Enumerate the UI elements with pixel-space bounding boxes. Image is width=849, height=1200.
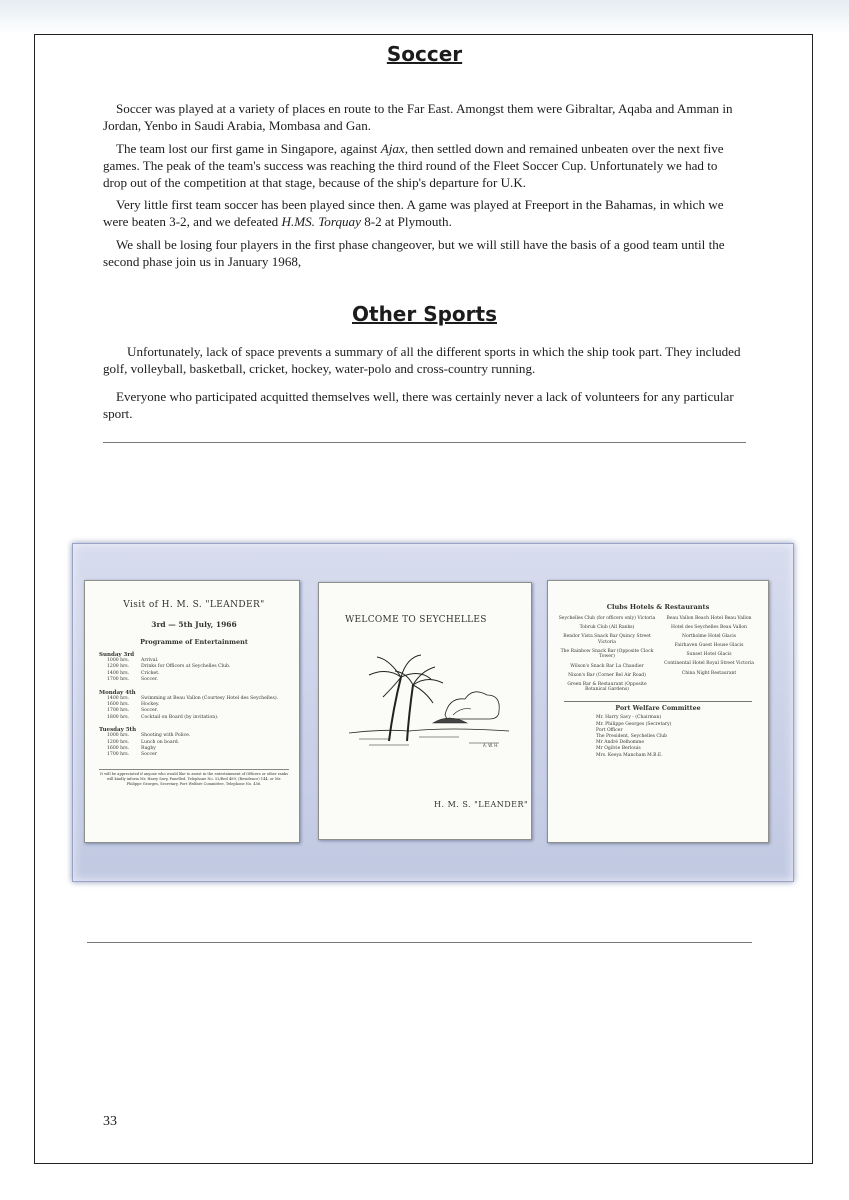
programme-event: Cocktail on Board (by invitation). (141, 714, 219, 720)
programme-time: 1600 hrs. (107, 746, 130, 752)
soccer-paragraph-1: Soccer was played at a variety of places en route to the Far East. Amongst them were Gibraltar, Aqaba and Amman in Jordan, Yenbo in Saudi Arabia, Mombasa and Gan. (103, 101, 733, 133)
other-sports-heading: Other Sports (352, 302, 497, 326)
soccer-paragraph-2-text: The team lost our first game in Singapore, against Ajax, then settled down and remained unbeaten over the next five games. The peak of the team's success was reaching the third round of the Fleet Soccer Cup. Unfortunately we had to drop out of the competition at that stage, because of the ship's departure for U.K. (103, 141, 724, 190)
programme-time: 1700 hrs. (107, 708, 130, 714)
top-gradient-band (0, 0, 849, 34)
programme-event: Arrival. (141, 658, 159, 663)
clubs-divider (564, 701, 752, 702)
programme-event: Cricket. (141, 670, 160, 676)
welcome-card (318, 582, 532, 840)
committee-member: The President, Seychelles Club (596, 734, 668, 740)
programme-day: Monday 4th (99, 689, 136, 696)
divider-bottom (87, 942, 752, 943)
programme-event: Hockey. (141, 702, 160, 708)
programme-time: 1600 hrs. (107, 702, 130, 708)
clubs-card (547, 580, 769, 843)
soccer-paragraph-4: We shall be losing four players in the first phase changeover, but we will still have the basis of a good team until the second phase join us in January 1968, (103, 237, 725, 269)
programme-row (99, 677, 289, 683)
soccer-heading: Soccer (386, 42, 463, 66)
committee-member: Mrs. Keeya Mancham M.B.E. (596, 752, 663, 758)
programme-time: 1400 hrs. (107, 695, 130, 701)
club-entry: Bendor Vista Snack Bar Quincy Street Victoria (563, 634, 651, 645)
programme-subtitle: Programme of Entertainment (140, 638, 248, 646)
programme-event: Drinks for Officers at Seychelles Club. (141, 664, 231, 670)
clubs-right-column (658, 616, 760, 696)
committee-member: Mr André Delhomme (596, 740, 644, 746)
programme-note: It will be appreciated if anyone who would like to assist in the entertainment of Officers or other ranks will kindly inform Mr. Harry Savy, Panelled, Telephone No. 52/Red 489, (Residence) 144, or Mr. Philippe Georges, Secretary, Port Welfare Committee, Telephone No. 456. (99, 769, 289, 787)
programme-event: Swimming at Beau Vallon (Courtesy Hotel des Seychelles). (141, 695, 279, 701)
programme-time: 1700 hrs. (107, 752, 130, 758)
programme-event: Soccer (141, 752, 157, 758)
programme-dates: 3rd — 5th July, 1966 (151, 620, 237, 629)
clubs-title: Clubs Hotels & Restaurants (606, 603, 710, 611)
hotel-entry: Continental Hotel Royal Street Victoria (664, 661, 754, 667)
programme-day: Tuesday 5th (99, 727, 137, 734)
clubs-grid (556, 616, 760, 696)
programme-day: Sunday 3rd (99, 652, 135, 658)
club-entry: Wilson's Snack Bar La Chaudier (570, 663, 644, 669)
clubs-left-column (556, 616, 658, 696)
hotel-entry: China Night Restaurant (681, 670, 737, 676)
hotel-entry: Hotel des Seychelles Beau Vallon (671, 625, 747, 631)
committee-member: Mr. Philippe Georges (Secretary) (596, 721, 672, 727)
hotel-entry: Northolme Hotel Glacis (682, 634, 736, 640)
hotel-entry: Fairhaven Guest House Glacis (674, 643, 744, 649)
divider-top (103, 442, 746, 443)
programme-time: 1200 hrs. (107, 664, 130, 670)
illustration-signature: A. W. H. (483, 743, 499, 748)
programme-row (99, 715, 289, 721)
page-number: 33 (103, 1114, 117, 1129)
programme-time: 1000 hrs. (107, 733, 130, 739)
committee-member: Mr Ogilvie Berlouis (596, 746, 641, 752)
other-sports-paragraph-2: Everyone who participated acquitted themselves well, there was certainly never a lack of volunteers for any particular sport. (103, 389, 734, 421)
other-sports-paragraph-1: Unfortunately, lack of space prevents a summary of all the different sports in which the ship took part. They included golf, volleyball, basketball, cricket, hockey, water-polo and cross-country running. (103, 344, 741, 376)
club-entry: The Rainbow Snack Bar (Opposite Clock Tower) (560, 648, 654, 660)
club-entry: Tobruk Club (All Ranks) (579, 625, 635, 631)
programme-time: 1700 hrs. (107, 677, 130, 683)
programme-time: 1400 hrs. (107, 670, 130, 676)
programme-event: Soccer. (141, 708, 158, 714)
programme-time: 1200 hrs. (107, 739, 130, 745)
programme-event: Rugby (141, 746, 156, 752)
club-entry: Green Bar & Restaurant (Opposite Botanical Gardens) (567, 681, 647, 693)
club-entry: Seychelles Club (for officers only) Victoria (558, 616, 656, 621)
committee-member: Port Officer (596, 727, 623, 733)
soccer-paragraph-2 (103, 140, 743, 191)
programme-time: 1800 hrs. (107, 714, 130, 720)
photo-board (72, 543, 794, 882)
programme-event: Shooting with Police. (141, 733, 191, 739)
palm-tree-illustration (349, 649, 509, 749)
programme-card (84, 580, 300, 843)
committee-member: Mr. Harry Savy - (Chairman) (596, 715, 662, 721)
programme-time: 1000 hrs. (107, 658, 130, 663)
hotel-entry: Sunset Hotel Glacis (686, 652, 732, 658)
committee-list (556, 715, 760, 758)
welcome-title: WELCOME TO SEYCHELLES (345, 615, 487, 625)
club-entry: Nixon's Bar (Corner Bel Air Road) (568, 672, 646, 678)
hotel-entry: Beau Vallon Beach Hotel Beau Vallon (666, 616, 752, 621)
welcome-ship-name: H. M. S. "LEANDER" (434, 800, 529, 809)
soccer-paragraph-3: Very little first team soccer has been played since then. A game was played at Freeport in the Bahamas, in which we were beaten 3-2, and we defeated H.MS. Torquay 8-2 at Plymouth. (103, 197, 724, 229)
committee-title: Port Welfare Committee (615, 705, 701, 713)
programme-event: Lunch on board. (141, 739, 180, 745)
programme-row (99, 752, 289, 758)
programme-title: Visit of H. M. S. "LEANDER" (123, 600, 265, 610)
programme-event: Soccer. (141, 677, 158, 683)
